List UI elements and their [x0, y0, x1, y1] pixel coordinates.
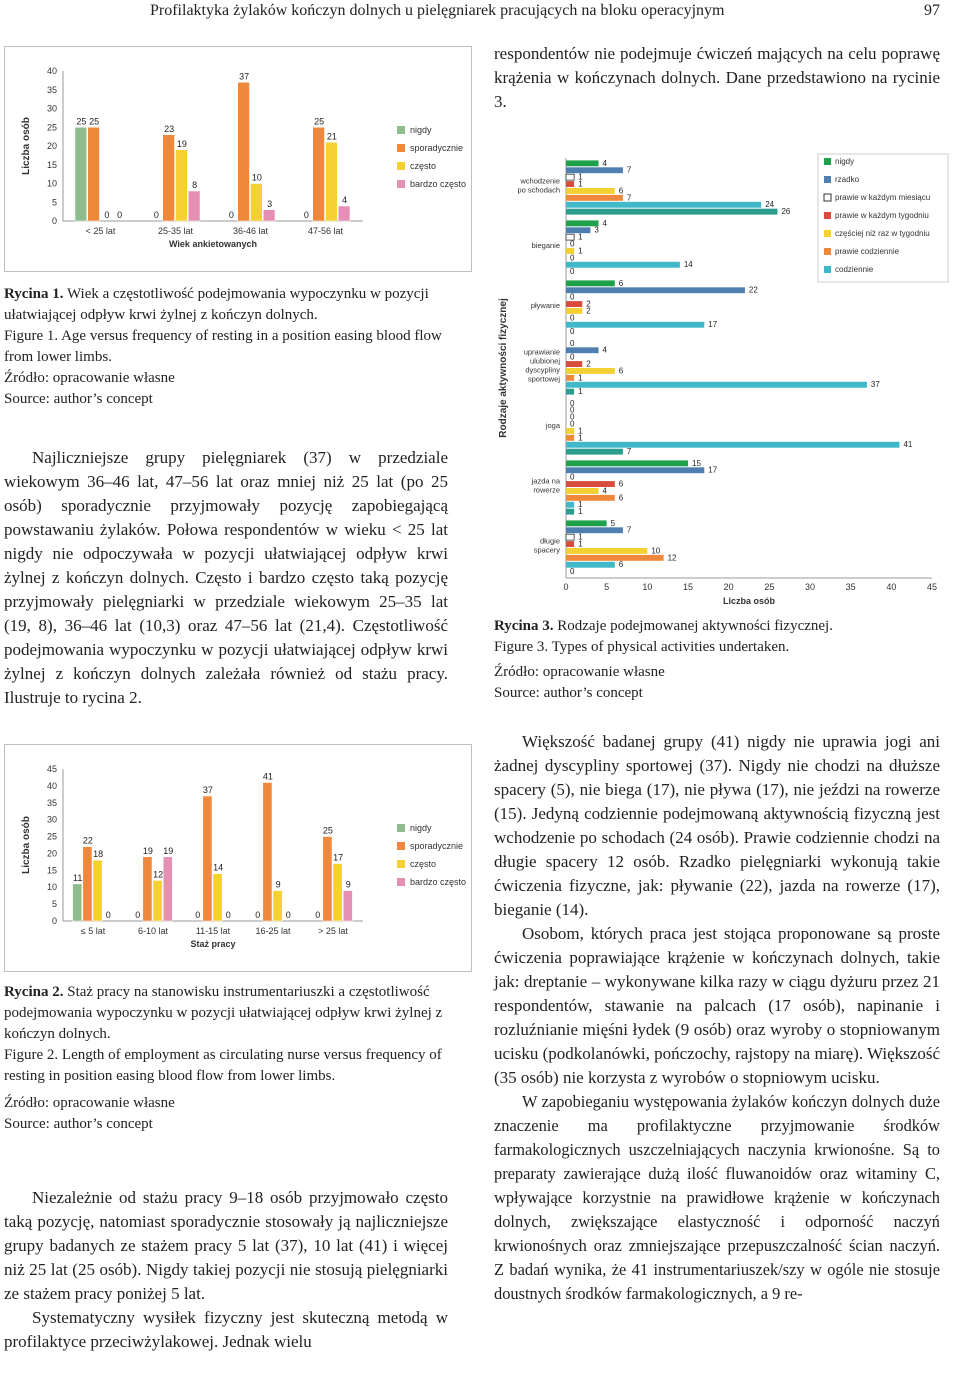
- data-label: 6: [618, 366, 624, 376]
- bar-często: [93, 860, 102, 921]
- x-tick-label: > 25 lat: [318, 926, 348, 936]
- x-tick-label: 11-15 lat: [195, 926, 231, 936]
- legend-swatch: [397, 824, 405, 832]
- data-label: 25: [314, 116, 325, 127]
- bar-prawie-w-każdym-tygodniu: [566, 301, 582, 307]
- running-header: [150, 2, 950, 20]
- category-label: dyscypliny: [525, 365, 560, 375]
- bar-bardzo-często: [343, 891, 352, 921]
- data-label: 41: [262, 771, 273, 782]
- legend-label: nigdy: [835, 157, 855, 166]
- data-label: 0: [570, 292, 575, 302]
- data-label: 0: [285, 910, 291, 920]
- bar-prawie-w-każdym-miesiącu: [566, 174, 574, 180]
- figure-1-svg: [5, 47, 471, 271]
- page-number: 97: [924, 2, 940, 19]
- y-tick-label: 20: [46, 141, 57, 151]
- legend-swatch: [397, 126, 405, 134]
- category-label: uprawianie: [523, 347, 560, 357]
- legend-swatch: [397, 878, 405, 886]
- bar-rzadko: [566, 167, 623, 173]
- data-label: 0: [104, 210, 110, 220]
- bar-sporadycznie: [203, 796, 212, 921]
- data-label: 22: [748, 285, 758, 295]
- data-label: 3: [594, 225, 599, 235]
- data-label: 6: [618, 493, 624, 503]
- x-axis-title: Wiek ankietowanych: [169, 239, 257, 249]
- legend-swatch: [824, 212, 831, 219]
- legend-swatch: [824, 194, 831, 201]
- data-label: 0: [570, 267, 575, 277]
- y-tick-label: 0: [51, 916, 57, 926]
- category-label: joga: [545, 421, 560, 430]
- fig2-caption-en: Figure 2. Length of employment as circulating nurse versus frequency of resting in position easing blood flow from lower limbs.: [4, 1047, 442, 1084]
- data-label: 11: [73, 872, 83, 883]
- data-label: 4: [602, 345, 607, 355]
- bar-prawie-codziennie: [566, 195, 623, 201]
- y-axis-title: Liczba osób: [21, 117, 32, 175]
- data-label: 0: [228, 210, 234, 220]
- data-label: 15: [692, 458, 701, 468]
- fig1-label: Rycina 1.: [4, 286, 64, 302]
- bar-rzadko: [566, 467, 704, 473]
- legend-label: częściej niż raz w tygodniu: [835, 229, 930, 238]
- data-label: 0: [570, 398, 575, 408]
- y-tick-label: 5: [51, 899, 57, 910]
- figure-3-caption: [494, 616, 940, 704]
- right-paragraphs: [494, 730, 940, 1306]
- data-label: 0: [570, 419, 575, 429]
- figure-1-chart: [4, 46, 472, 272]
- legend-label: prawie codziennie: [835, 247, 900, 256]
- x-tick-label: 40: [886, 582, 897, 592]
- bar-częściej-niż-raz-w-tygodniu: [566, 368, 615, 374]
- x-tick-label: 47-56 lat: [307, 226, 344, 236]
- bar-często: [333, 864, 342, 921]
- bar-częściej-niż-raz-w-tygodniu: [566, 188, 615, 194]
- data-label: 19: [176, 138, 187, 149]
- bar-sporadycznie: [238, 82, 250, 221]
- bar-często: [153, 880, 162, 921]
- data-label: 22: [82, 835, 93, 846]
- category-label: pływanie: [530, 301, 560, 310]
- bar-prawie-w-każdym-tygodniu: [566, 541, 574, 547]
- fig1-source-en: Source: author’s concept: [4, 391, 153, 407]
- x-tick-label: 6-10 lat: [137, 926, 169, 936]
- data-label: 7: [626, 193, 632, 203]
- bar-bardzo-często: [163, 857, 172, 921]
- data-label: 0: [195, 910, 201, 920]
- bar-nigdy: [75, 127, 87, 221]
- bar-często: [176, 150, 188, 221]
- data-label: 9: [275, 879, 281, 890]
- category-label: po schodach: [517, 185, 560, 195]
- data-label: 0: [303, 210, 309, 220]
- x-tick-label: 20: [723, 582, 734, 592]
- category-label: długie: [539, 536, 560, 546]
- paragraph-text: Niezależnie od stażu pracy 9–18 osób przyjmowało często taką pozycję, natomiast sporadycznie stosowały ją najliczniejsze grupy badanych ze stażem pracy 5 lat (37), 10 lat (41) i więcej niż 25 lat (25 osób). Nigdy takiej pozycji nie stosują pielęgniarki ze stażem pracy poniżej 5 lat.: [4, 1188, 448, 1303]
- legend-swatch: [397, 162, 405, 170]
- y-tick-label: 30: [46, 814, 57, 825]
- y-tick-label: 10: [46, 882, 57, 893]
- bar-sporadycznie: [88, 127, 100, 221]
- legend-swatch: [824, 248, 831, 255]
- bar-prawie-codziennie: [566, 435, 574, 441]
- bar-często: [213, 874, 222, 921]
- bar-częściej-niż-raz-w-tygodniu: [566, 488, 599, 494]
- x-tick-label: 10: [642, 582, 653, 592]
- data-label: 12: [667, 553, 677, 563]
- x-tick-label: 25: [764, 582, 775, 592]
- data-label: 3: [267, 198, 273, 209]
- y-tick-label: 0: [51, 216, 57, 226]
- y-tick-label: 30: [46, 103, 57, 114]
- data-label: 0: [570, 567, 575, 577]
- legend-swatch: [824, 266, 831, 273]
- bar-sporadycznie: [323, 837, 332, 921]
- y-tick-label: 5: [51, 197, 57, 208]
- data-label: 18: [93, 849, 104, 860]
- legend-label: sporadycznie: [410, 143, 464, 153]
- legend-label: rzadko: [835, 175, 860, 184]
- legend-swatch: [397, 144, 405, 152]
- data-label: 10: [251, 172, 262, 183]
- x-tick-label: 30: [804, 582, 816, 592]
- bar-(dodatkowo): [566, 449, 623, 455]
- data-label: 9: [345, 879, 351, 890]
- x-tick-label: 36-46 lat: [232, 226, 269, 236]
- data-label: 6: [618, 278, 624, 288]
- legend-label: nigdy: [410, 125, 432, 135]
- category-label: jazda na: [531, 476, 560, 486]
- legend-swatch: [824, 158, 831, 165]
- data-label: 0: [570, 253, 575, 263]
- legend-swatch: [824, 230, 831, 237]
- bar-nigdy: [566, 160, 599, 166]
- bar-codziennie: [566, 442, 899, 448]
- figure-1-caption: [4, 284, 448, 410]
- data-label: 17: [708, 320, 718, 330]
- bar-(dodatkowo): [566, 209, 777, 215]
- data-label: 0: [570, 412, 575, 422]
- bar-prawie-codziennie: [566, 495, 615, 501]
- bar-sporadycznie: [313, 127, 325, 221]
- data-label: 25: [76, 116, 87, 127]
- data-label: 8: [192, 180, 198, 190]
- bar-prawie-codziennie: [566, 375, 574, 381]
- bar-bardzo-często: [263, 210, 275, 221]
- legend-label: bardzo często: [410, 179, 467, 189]
- data-label: 1: [578, 426, 583, 436]
- data-label: 0: [153, 210, 159, 220]
- fig3-label: Rycina 3.: [494, 618, 554, 634]
- fig3-caption-en: Figure 3. Types of physical activities undertaken.: [494, 639, 790, 655]
- figure-3-chart: [494, 150, 954, 610]
- y-tick-label: 15: [46, 159, 57, 170]
- fig3-caption-pl: Rodzaje podejmowanej aktywności fizycznej.: [557, 618, 833, 634]
- category-label: bieganie: [531, 241, 560, 250]
- legend-swatch: [397, 860, 405, 868]
- bar-(dodatkowo): [566, 389, 574, 395]
- data-label: 6: [618, 479, 624, 489]
- paragraph-text: W zapobieganiu występowania żylaków kończyn dolnych duże znaczenie ma profilaktyczne przyjmowanie środków farmakologicznych uszczelniających naczynia krwionośne. Są to preparaty zawierające dużą ilość fluwanoidów oraz witaminy C, wpływające korzystnie na prawidłowe krążenie w kończynach dolnych, zwiększające elastyczność i odporność naczyń krwionośnych oraz zmniejszające przepuszczalność ścian naczyń. Z badań wynika, że 41 instrumentariuszek/szy w ogóle nie stosuje doustnych środków farmakologicznych, a 9 re-: [494, 1092, 940, 1303]
- data-label: 7: [626, 165, 632, 175]
- bar-nigdy: [73, 884, 82, 921]
- bar-bardzo-często: [338, 206, 350, 221]
- bar-częściej-niż-raz-w-tygodniu: [566, 548, 647, 554]
- data-label: 17: [708, 465, 718, 475]
- data-label: 2: [586, 306, 591, 316]
- data-label: 5: [610, 518, 616, 528]
- category-label: ulubionej: [529, 356, 560, 366]
- legend-label: prawie w każdym tygodniu: [835, 211, 929, 220]
- data-label: 1: [578, 507, 583, 517]
- data-label: 19: [163, 845, 174, 856]
- data-label: 21: [326, 131, 337, 142]
- data-label: 1: [578, 433, 583, 443]
- data-label: 25: [322, 825, 333, 836]
- data-label: 23: [164, 123, 175, 134]
- legend-label: codziennie: [835, 265, 874, 274]
- data-label: 37: [239, 71, 250, 82]
- x-axis-title: Liczba osób: [722, 596, 776, 606]
- data-label: 1: [578, 172, 583, 182]
- data-label: 0: [105, 910, 111, 920]
- bar-prawie-w-każdym-tygodniu: [566, 361, 582, 367]
- x-tick-label: 35: [845, 582, 856, 592]
- data-label: 0: [570, 327, 575, 337]
- data-label: 0: [570, 313, 575, 323]
- data-label: 0: [570, 472, 575, 482]
- data-label: 1: [578, 500, 583, 510]
- data-label: 7: [626, 525, 632, 535]
- bar-często: [326, 142, 338, 221]
- y-tick-label: 35: [46, 797, 57, 808]
- paragraph-text: Najliczniejsze grupy pielęgniarek (37) w przedziale wiekowym 36–46 lat, 47–56 lat oraz mniej niż 25 lat (po 25 osób) sporadycznie przyjmowały pozycję zapobiegającą powstawaniu żylaków. Połowa respondentów w wieku < 25 lat nigdy nie odpoczywała w pozycji ułatwiającej odpływ krwi żylnej z kończyn dolnych. Często i bardzo często taką pozycję przyjmowały pielęgniarki w przedziale wiekowym 25–35 lat (19, 8), 36–46 lat (10,3) oraz 47–56 lat (21,4). Częstotliwość podejmowania wypoczynku w pozycji ułatwiającej odpływ krwi żylnej z kończyn dolnych zależała również od stażu pracy. Ilustruje to rycina 2.: [4, 448, 448, 707]
- fig3-source-en: Source: author’s concept: [494, 685, 643, 701]
- legend-swatch: [397, 180, 405, 188]
- bar-codziennie: [566, 202, 761, 208]
- figure-2-svg: [5, 745, 471, 971]
- bar-nigdy: [566, 460, 688, 466]
- data-label: 4: [342, 195, 348, 205]
- data-label: 1: [578, 179, 583, 189]
- y-tick-label: 10: [46, 178, 57, 189]
- data-label: 0: [117, 210, 123, 220]
- legend-label: bardzo często: [410, 877, 467, 887]
- bar-(dodatkowo): [566, 509, 574, 515]
- legend-label: często: [410, 161, 437, 171]
- bar-rzadko: [566, 527, 623, 533]
- legend-label: nigdy: [410, 823, 432, 833]
- data-label: 1: [578, 246, 583, 256]
- data-label: 6: [618, 560, 624, 570]
- data-label: 1: [578, 232, 583, 242]
- y-tick-label: 25: [46, 831, 57, 842]
- right-intro: [494, 42, 940, 114]
- data-label: 0: [225, 910, 231, 920]
- bar-nigdy: [566, 280, 615, 286]
- bar-częściej-niż-raz-w-tygodniu: [566, 428, 574, 434]
- y-axis-title: Rodzaje aktywności fizycznej: [498, 298, 509, 438]
- fig2-source-pl: Źródło: opracowanie własne: [4, 1095, 175, 1111]
- bar-sporadycznie: [83, 847, 92, 921]
- fig1-source-pl: Źródło: opracowanie własne: [4, 370, 175, 386]
- data-label: 37: [202, 785, 213, 796]
- running-title: Profilaktyka żylaków kończyn dolnych u pielęgniarek pracujących na bloku operacyjnym: [150, 2, 725, 19]
- data-label: 7: [626, 447, 632, 457]
- legend-swatch: [397, 842, 405, 850]
- data-label: 0: [570, 405, 575, 415]
- x-tick-label: 0: [563, 582, 569, 592]
- category-label: spacery: [533, 545, 560, 555]
- bar-sporadycznie: [163, 135, 175, 221]
- x-tick-label: 5: [604, 582, 610, 592]
- x-tick-label: 16-25 lat: [255, 926, 291, 936]
- data-label: 17: [333, 852, 344, 863]
- bar-sporadycznie: [143, 857, 152, 921]
- category-label: wchodzenie: [520, 176, 560, 186]
- y-tick-label: 40: [46, 66, 57, 76]
- bar-codziennie: [566, 382, 867, 388]
- figure-2-caption: [4, 982, 448, 1135]
- fig2-source-en: Source: author’s concept: [4, 1116, 153, 1132]
- paragraph-text: respondentów nie podejmuje ćwiczeń mających na celu poprawę krążenia w kończynach dolnych. Dane przedstawiono na rycinie 3.: [494, 44, 940, 111]
- bar-sporadycznie: [263, 783, 272, 921]
- data-label: 14: [213, 862, 224, 873]
- data-label: 24: [765, 200, 775, 210]
- bar-codziennie: [566, 262, 680, 268]
- x-tick-label: 45: [926, 582, 938, 592]
- data-label: 1: [578, 387, 583, 397]
- data-label: 1: [578, 532, 583, 542]
- data-label: 4: [602, 218, 607, 228]
- fig1-caption-en: Figure 1. Age versus frequency of resting in a position easing blood flow from lower limbs.: [4, 328, 442, 365]
- bar-często: [273, 891, 282, 921]
- left-paragraph-1: [4, 446, 448, 710]
- y-tick-label: 20: [46, 848, 57, 859]
- bar-codziennie: [566, 502, 574, 508]
- data-label: 26: [781, 207, 791, 217]
- y-tick-label: 15: [46, 865, 57, 876]
- paragraph-text: Systematyczny wysiłek fizyczny jest skuteczną metodą w profilaktyce przeciwżylakowej. Jednak wielu: [4, 1308, 448, 1351]
- fig3-source-pl: Źródło: opracowanie własne: [494, 664, 665, 680]
- fig2-caption-pl: Staż pracy na stanowisku instrumentariuszki a częstotliwość podejmowania wypoczynku w pozycji ułatwiającej odpływ krwi żylnej z kończyn dolnych.: [4, 984, 443, 1042]
- bar-codziennie: [566, 322, 704, 328]
- data-label: 2: [586, 299, 591, 309]
- data-label: 1: [578, 539, 583, 549]
- x-tick-label: ≤ 5 lat: [80, 926, 106, 936]
- y-tick-label: 45: [46, 764, 57, 774]
- x-tick-label: 15: [682, 582, 694, 592]
- data-label: 4: [602, 158, 607, 168]
- data-label: 37: [870, 380, 880, 390]
- y-axis-title: Liczba osób: [21, 816, 32, 874]
- fig2-label: Rycina 2.: [4, 984, 64, 1000]
- data-label: 0: [570, 338, 575, 348]
- bar-bardzo-często: [188, 191, 200, 221]
- figure-3-svg: [494, 150, 954, 610]
- data-label: 19: [142, 845, 153, 856]
- x-tick-label: 25-35 lat: [157, 226, 194, 236]
- figure-2-chart: [4, 744, 472, 972]
- data-label: 6: [618, 186, 624, 196]
- data-label: 2: [586, 359, 591, 369]
- fig1-caption-pl: Wiek a częstotliwość podejmowania wypoczynku w pozycji ułatwiającej odpływ krwi żylnej z kończyn dolnych.: [4, 286, 429, 323]
- data-label: 14: [683, 260, 693, 270]
- bar-często: [251, 184, 263, 222]
- data-label: 4: [602, 486, 607, 496]
- x-tick-label: < 25 lat: [85, 226, 116, 236]
- data-label: 12: [153, 869, 164, 880]
- x-axis-title: Staż pracy: [190, 939, 236, 949]
- bar-rzadko: [566, 287, 745, 293]
- y-tick-label: 40: [46, 780, 57, 791]
- category-label: sportowej: [527, 374, 560, 384]
- data-label: 0: [315, 910, 321, 920]
- data-label: 0: [255, 910, 261, 920]
- bar-nigdy: [566, 520, 607, 526]
- category-label: rowerze: [533, 485, 560, 495]
- left-paragraph-2: [4, 1186, 448, 1354]
- bar-prawie-codziennie: [566, 555, 664, 561]
- legend-label: często: [410, 859, 437, 869]
- data-label: 1: [578, 373, 583, 383]
- legend-swatch: [824, 176, 831, 183]
- bar-prawie-w-każdym-miesiącu: [566, 534, 574, 540]
- legend-label: sporadycznie: [410, 841, 464, 851]
- bar-prawie-w-każdym-tygodniu: [566, 481, 615, 487]
- data-label: 41: [903, 440, 913, 450]
- paragraph-text: Osobom, których praca jest stojąca proponowane są proste ćwiczenia poprawiające krążenie w kończynach dolnych, takie jak: dreptanie – wykonywane kilka razy w ciągu dyżuru przez 21 respondentów, stawanie na palcach (17 osób), napinanie i rozluźnianie mięśni łydek (9 osób) oraz wyroby o stopniowanym ucisku (podkolanówki, pończochy, rajstopy na miarę). Większość (35 osób) nie korzysta z wyrobów o stopniowym ucisku.: [494, 924, 940, 1087]
- legend-label: prawie w każdym miesiącu: [835, 193, 931, 202]
- data-label: 0: [135, 910, 141, 920]
- data-label: 0: [570, 352, 575, 362]
- data-label: 25: [89, 116, 100, 127]
- y-tick-label: 35: [46, 84, 57, 95]
- data-label: 10: [651, 546, 661, 556]
- data-label: 0: [570, 239, 575, 249]
- y-tick-label: 25: [46, 122, 57, 133]
- bar-prawie-w-każdym-tygodniu: [566, 181, 574, 187]
- paragraph-text: Większość badanej grupy (41) nigdy nie uprawia jogi ani żadnej dyscypliny sportowej (37). Nigdy nie chodzi na dłuższe spacery (5), nie biega (17), nie pływa (17), nie jeździ na rowerze (15). Jedyną codziennie podejmowaną aktywnością fizyczną jest wchodzenie po schodach (24 osób). Prawie codziennie chodzi na długie spacery 12 osób. Rzadko pielęgniarki wykonują takie ćwiczenia fizyczne, jak: pływanie (22), jazda na rowerze (17), bieganie (14).: [494, 732, 940, 919]
